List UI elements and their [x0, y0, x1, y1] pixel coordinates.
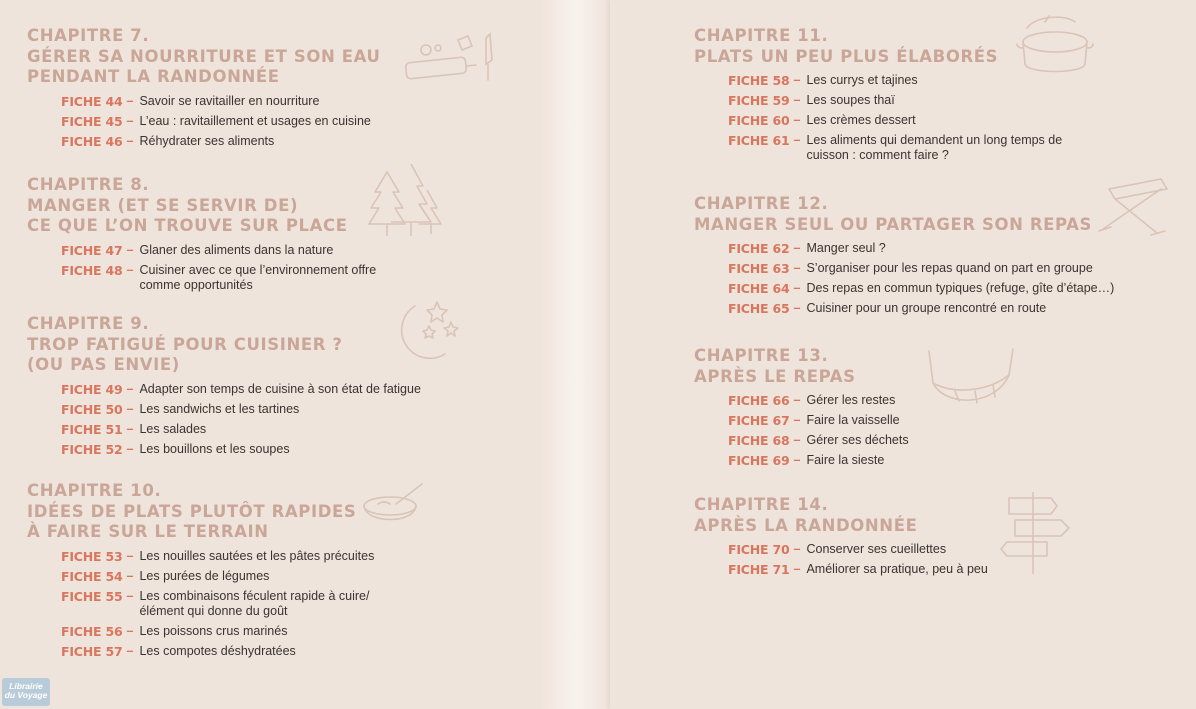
fiche-dash: – — [793, 281, 801, 295]
fiche-text: Les sandwichs et les tartines — [139, 401, 300, 416]
fiche-dash: – — [793, 241, 801, 255]
fiche-list — [61, 94, 380, 149]
fiche-text: Gérer les restes — [806, 393, 896, 407]
chapter-8 — [27, 175, 384, 298]
fiche-dash: – — [793, 433, 801, 447]
fiche-item[interactable] — [61, 94, 380, 109]
fiche-item[interactable] — [728, 281, 1114, 296]
fiche-dash: – — [793, 93, 801, 107]
fiche-text: Les soupes thaï — [806, 93, 895, 107]
chapter-14 — [694, 495, 988, 582]
chapter-title-line: APRÈS LA RANDONNÉE — [694, 515, 918, 535]
fiche-label: FICHE 71 — [728, 562, 790, 577]
chapter-7 — [27, 26, 380, 154]
fiche-label: FICHE 53 — [61, 548, 123, 564]
fiche-text: Cuisiner pour un groupe rencontré en route — [806, 301, 1047, 315]
fiche-item[interactable] — [61, 382, 421, 397]
fiche-dash: – — [126, 643, 134, 658]
chapter-title-line: GÉRER SA NOURRITURE ET SON EAU — [27, 46, 381, 66]
fiche-text: Des repas en commun typiques (refuge, gîte d’étape…) — [806, 281, 1115, 295]
fiche-item[interactable] — [728, 241, 1114, 256]
chapter-number: CHAPITRE 9. — [27, 314, 150, 333]
fiche-text: Les salades — [139, 421, 207, 436]
chapter-9 — [27, 314, 421, 462]
fiche-text: Les bouillons et les soupes — [139, 441, 290, 456]
signpost-icon — [995, 488, 1075, 578]
chapter-10 — [27, 481, 379, 664]
fiche-item[interactable] — [61, 114, 380, 129]
fiche-label: FICHE 51 — [61, 421, 123, 437]
chapter-number: CHAPITRE 8. — [27, 175, 150, 194]
fiche-dash: – — [793, 453, 801, 467]
camp-stool-icon — [1095, 175, 1175, 240]
fiche-item[interactable] — [61, 263, 384, 293]
fiche-label: FICHE 65 — [728, 301, 790, 316]
fiche-text: Savoir se ravitailler en nourriture — [139, 93, 320, 108]
fiche-dash: – — [793, 393, 801, 407]
bookstore-badge — [2, 678, 50, 706]
chapter-number: CHAPITRE 7. — [27, 26, 150, 45]
fiche-text: S’organiser pour les repas quand on part en groupe — [806, 261, 1093, 275]
chapter-title-line: CE QUE L’ON TROUVE SUR PLACE — [27, 216, 348, 235]
fiche-label: FICHE 47 — [61, 242, 123, 258]
fiche-text: Les purées de légumes — [139, 568, 270, 583]
fiche-text: Les compotes déshydratées — [139, 643, 296, 658]
fiche-item[interactable] — [61, 569, 379, 584]
fiche-label: FICHE 68 — [728, 433, 790, 448]
fiche-item[interactable] — [61, 624, 379, 639]
chapter-13 — [694, 346, 909, 473]
cutting-board-knife-icon — [400, 30, 500, 85]
pine-trees-icon — [365, 160, 445, 240]
fiche-item[interactable] — [61, 589, 379, 619]
fiche-item[interactable] — [728, 93, 1106, 108]
chapter-title — [27, 175, 384, 237]
fiche-label: FICHE 61 — [728, 133, 790, 148]
fiche-label: FICHE 58 — [728, 73, 790, 88]
fiche-dash: – — [793, 542, 801, 556]
chapter-title-line: MANGER (ET SE SERVIR DE) — [27, 195, 299, 215]
fiche-text: Les combinaisons féculent rapide à cuire/ élément qui donne du goût — [139, 588, 370, 618]
fiche-list — [61, 243, 384, 293]
chapter-title-line: TROP FATIGUÉ POUR CUISINER ? — [27, 334, 343, 354]
fiche-label: FICHE 48 — [61, 262, 123, 278]
fiche-item[interactable] — [728, 413, 909, 428]
badge-line: Librairie — [9, 681, 43, 691]
fiche-item[interactable] — [61, 402, 421, 417]
chapter-title-line: MANGER SEUL OU PARTAGER SON REPAS — [694, 214, 1093, 234]
fiche-text: Les aliments qui demandent un long temps de cuisson : comment faire ? — [806, 133, 1063, 162]
fiche-label: FICHE 46 — [61, 133, 123, 149]
fiche-list — [61, 382, 421, 457]
chapter-number: CHAPITRE 13. — [694, 346, 829, 365]
fiche-item[interactable] — [728, 133, 1106, 163]
fiche-text: Cuisiner avec ce que l’environnement offre comme opportunités — [139, 262, 377, 292]
fiche-item[interactable] — [61, 134, 380, 149]
chapter-title — [694, 495, 988, 536]
fiche-item[interactable] — [61, 442, 421, 457]
fiche-item[interactable] — [728, 542, 988, 557]
fiche-list — [728, 393, 909, 468]
fiche-dash: – — [126, 568, 134, 583]
fiche-text: Gérer ses déchets — [806, 433, 909, 447]
fiche-list — [728, 73, 1106, 163]
soup-bowl-icon — [360, 480, 430, 535]
fiche-dash: – — [126, 133, 134, 148]
chapter-number: CHAPITRE 10. — [27, 481, 162, 500]
fiche-dash: – — [126, 381, 134, 396]
fiche-label: FICHE 56 — [61, 623, 123, 639]
fiche-dash: – — [793, 73, 801, 87]
fiche-text: Les crèmes dessert — [806, 113, 916, 127]
fiche-text: Améliorer sa pratique, peu à peu — [806, 562, 988, 576]
fiche-dash: – — [126, 262, 134, 277]
fiche-dash: – — [793, 113, 801, 127]
chapter-title — [27, 481, 379, 543]
fiche-label: FICHE 55 — [61, 588, 123, 604]
fiche-list — [728, 241, 1114, 316]
fiche-dash: – — [126, 588, 134, 603]
fiche-label: FICHE 59 — [728, 93, 790, 108]
fiche-dash: – — [793, 562, 801, 576]
fiche-text: Les nouilles sautées et les pâtes précuites — [139, 548, 375, 563]
fiche-item[interactable] — [728, 453, 909, 468]
badge-line: du Voyage — [4, 690, 48, 700]
fiche-text: Les poissons crus marinés — [139, 623, 288, 638]
fiche-label: FICHE 49 — [61, 381, 123, 397]
fiche-label: FICHE 64 — [728, 281, 790, 296]
chapter-title — [694, 194, 1114, 235]
chapter-title-line: À FAIRE SUR LE TERRAIN — [27, 522, 269, 541]
book-gutter — [540, 0, 610, 709]
fiche-label: FICHE 70 — [728, 542, 790, 557]
fiche-label: FICHE 66 — [728, 393, 790, 408]
fiche-list — [61, 549, 379, 659]
fiche-item[interactable] — [61, 549, 379, 564]
fiche-label: FICHE 60 — [728, 113, 790, 128]
fiche-item[interactable] — [61, 243, 384, 258]
fiche-text: Les currys et tajines — [806, 73, 918, 87]
cooking-pot-icon — [1015, 14, 1095, 79]
fiche-label: FICHE 44 — [61, 93, 123, 109]
fiche-dash: – — [126, 93, 134, 108]
fiche-label: FICHE 67 — [728, 413, 790, 428]
fiche-item[interactable] — [728, 393, 909, 408]
chapter-number: CHAPITRE 14. — [694, 495, 829, 514]
fiche-dash: – — [793, 301, 801, 315]
fiche-text: Faire la sieste — [806, 453, 885, 467]
fiche-dash: – — [126, 623, 134, 638]
fiche-item[interactable] — [728, 301, 1114, 316]
fiche-item[interactable] — [728, 433, 909, 448]
fiche-label: FICHE 63 — [728, 261, 790, 276]
fiche-label: FICHE 69 — [728, 453, 790, 468]
fiche-label: FICHE 52 — [61, 441, 123, 457]
chapter-title-line: (OU PAS ENVIE) — [27, 355, 180, 374]
chapter-title — [27, 26, 380, 88]
fiche-label: FICHE 45 — [61, 113, 123, 129]
fiche-dash: – — [126, 441, 134, 456]
chapter-title-line: PENDANT LA RANDONNÉE — [27, 67, 280, 86]
hammock-icon — [915, 345, 1025, 415]
fiche-text: Glaner des aliments dans la nature — [139, 242, 334, 257]
chapter-title-line: PLATS UN PEU PLUS ÉLABORÉS — [694, 46, 999, 66]
fiche-label: FICHE 57 — [61, 643, 123, 659]
chapter-12 — [694, 194, 1114, 321]
chapter-title-line: APRÈS LE REPAS — [694, 366, 856, 386]
fiche-label: FICHE 62 — [728, 241, 790, 256]
fiche-dash: – — [126, 401, 134, 416]
fiche-text: L’eau : ravitaillement et usages en cuisine — [139, 113, 371, 128]
fiche-dash: – — [126, 548, 134, 563]
fiche-list — [728, 542, 988, 577]
fiche-dash: – — [793, 133, 801, 147]
chapter-number: CHAPITRE 11. — [694, 26, 829, 45]
fiche-text: Réhydrater ses aliments — [139, 133, 275, 148]
fiche-text: Adapter son temps de cuisine à son état de fatigue — [139, 381, 421, 396]
fiche-dash: – — [793, 413, 801, 427]
fiche-label: FICHE 50 — [61, 401, 123, 417]
fiche-dash: – — [126, 421, 134, 436]
fiche-text: Conserver ses cueillettes — [806, 542, 947, 556]
fiche-item[interactable] — [728, 261, 1114, 276]
moon-stars-icon — [385, 296, 465, 371]
fiche-text: Faire la vaisselle — [806, 413, 900, 427]
fiche-item[interactable] — [728, 562, 988, 577]
fiche-dash: – — [126, 113, 134, 128]
chapter-number: CHAPITRE 12. — [694, 194, 829, 213]
fiche-label: FICHE 54 — [61, 568, 123, 584]
fiche-item[interactable] — [61, 644, 379, 659]
chapter-title — [694, 346, 909, 387]
chapter-title-line: IDÉES DE PLATS PLUTÔT RAPIDES — [27, 501, 357, 521]
fiche-dash: – — [793, 261, 801, 275]
fiche-item[interactable] — [728, 113, 1106, 128]
fiche-dash: – — [126, 242, 134, 257]
chapter-title — [27, 314, 421, 376]
fiche-item[interactable] — [61, 422, 421, 437]
fiche-text: Manger seul ? — [806, 241, 886, 255]
